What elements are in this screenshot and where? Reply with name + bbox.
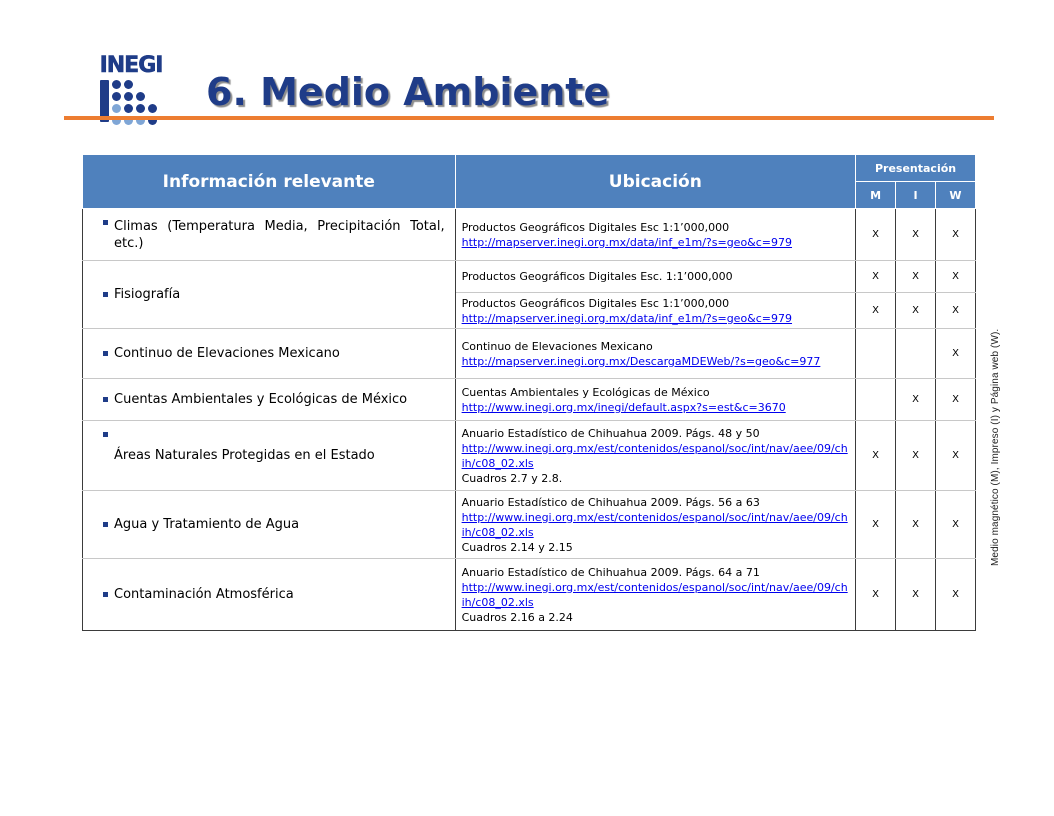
mark-m: X [856, 209, 896, 261]
tables-reference: Cuadros 2.14 y 2.15 [461, 540, 573, 554]
mark-w: X [936, 329, 976, 379]
header-i: I [896, 182, 936, 209]
mark-i [896, 329, 936, 379]
title-underline [64, 116, 994, 120]
mark-w: X [936, 209, 976, 261]
topic-label: Cuentas Ambientales y Ecológicas de México [114, 392, 408, 407]
bullet-icon [103, 292, 108, 297]
bullet-icon [103, 397, 108, 402]
header-w: W [936, 182, 976, 209]
topic-cell [83, 261, 456, 329]
bullet-icon [103, 220, 108, 225]
topic-label: Fisiografía [114, 287, 181, 302]
source-text: Anuario Estadístico de Chihuahua 2009. Págs. 64 a 71 [461, 565, 760, 579]
source-link[interactable]: http://www.inegi.org.mx/est/contenidos/espanol/soc/int/nav/aee/09/chih/c08_02.xls [461, 580, 848, 609]
source-link[interactable]: http://mapserver.inegi.org.mx/data/inf_e1m/?s=geo&c=979 [461, 235, 793, 249]
header-location: Ubicación [455, 155, 855, 209]
location-cell [455, 559, 855, 631]
location-cell [455, 491, 855, 559]
presentation-legend: Medio magnético (M), Impreso (I) y Página web (W). [990, 328, 1001, 566]
mark-i: X [896, 209, 936, 261]
location-cell [455, 261, 855, 293]
topic-label: Áreas Naturales Protegidas en el Estado [114, 448, 375, 463]
table-row [83, 559, 976, 631]
mark-w: X [936, 261, 976, 293]
source-link[interactable]: http://mapserver.inegi.org.mx/data/inf_e1m/?s=geo&c=979 [461, 311, 793, 325]
location-cell [455, 379, 855, 421]
topic-label: Contaminación Atmosférica [114, 587, 294, 602]
source-text: Productos Geográficos Digitales Esc. 1:1’000,000 [461, 270, 733, 283]
mark-w: X [936, 559, 976, 631]
location-cell [455, 293, 855, 329]
location-cell [455, 421, 855, 491]
source-text: Anuario Estadístico de Chihuahua 2009. Págs. 48 y 50 [461, 426, 760, 440]
topic-label: Agua y Tratamiento de Agua [114, 517, 300, 532]
mark-w: X [936, 491, 976, 559]
source-text: Continuo de Elevaciones Mexicano [461, 339, 653, 353]
header-presentation: Presentación [856, 155, 976, 182]
source-link[interactable]: http://mapserver.inegi.org.mx/DescargaMDEWeb/?s=geo&c=977 [461, 354, 821, 368]
topic-cell [83, 329, 456, 379]
information-table [82, 154, 976, 631]
mark-m: X [856, 559, 896, 631]
mark-i: X [896, 559, 936, 631]
table-row [83, 209, 976, 261]
source-link[interactable]: http://www.inegi.org.mx/est/contenidos/espanol/soc/int/nav/aee/09/chih/c08_02.xls [461, 441, 848, 470]
topic-cell [83, 421, 456, 491]
tables-reference: Cuadros 2.16 a 2.24 [461, 610, 573, 624]
mark-w: X [936, 379, 976, 421]
page-title: 6. Medio Ambiente [206, 70, 610, 114]
logo-text: INEGI [99, 53, 163, 78]
mark-m: X [856, 261, 896, 293]
source-link[interactable]: http://www.inegi.org.mx/inegi/default.aspx?s=est&c=3670 [461, 400, 786, 414]
tables-reference: Cuadros 2.7 y 2.8. [461, 471, 563, 485]
table-row [83, 421, 976, 491]
location-cell [455, 329, 855, 379]
mark-i: X [896, 421, 936, 491]
bullet-icon [103, 432, 108, 437]
mark-i: X [896, 293, 936, 329]
mark-m [856, 329, 896, 379]
mark-i: X [896, 491, 936, 559]
source-text: Anuario Estadístico de Chihuahua 2009. Págs. 56 a 63 [461, 495, 760, 509]
topic-label: Continuo de Elevaciones Mexicano [114, 346, 340, 361]
header-info: Información relevante [83, 155, 456, 209]
table-row [83, 491, 976, 559]
location-cell [455, 209, 855, 261]
mark-m: X [856, 293, 896, 329]
mark-m: X [856, 421, 896, 491]
table-row [83, 329, 976, 379]
mark-w: X [936, 293, 976, 329]
mark-m [856, 379, 896, 421]
source-text: Cuentas Ambientales y Ecológicas de México [461, 385, 710, 399]
bullet-icon [103, 351, 108, 356]
topic-label: Climas (Temperatura Media, Precipitación Total, etc.) [114, 218, 445, 251]
bullet-icon [103, 592, 108, 597]
mark-w: X [936, 421, 976, 491]
topic-cell [83, 379, 456, 421]
source-text: Productos Geográficos Digitales Esc 1:1’000,000 [461, 296, 730, 310]
source-text: Productos Geográficos Digitales Esc 1:1’000,000 [461, 220, 730, 234]
topic-cell [83, 209, 456, 261]
mark-m: X [856, 491, 896, 559]
mark-i: X [896, 261, 936, 293]
table-row [83, 379, 976, 421]
topic-cell [83, 559, 456, 631]
table-row [83, 261, 976, 293]
mark-i: X [896, 379, 936, 421]
bullet-icon [103, 522, 108, 527]
topic-cell [83, 491, 456, 559]
header-m: M [856, 182, 896, 209]
source-link[interactable]: http://www.inegi.org.mx/est/contenidos/espanol/soc/int/nav/aee/09/chih/c08_02.xls [461, 510, 848, 539]
